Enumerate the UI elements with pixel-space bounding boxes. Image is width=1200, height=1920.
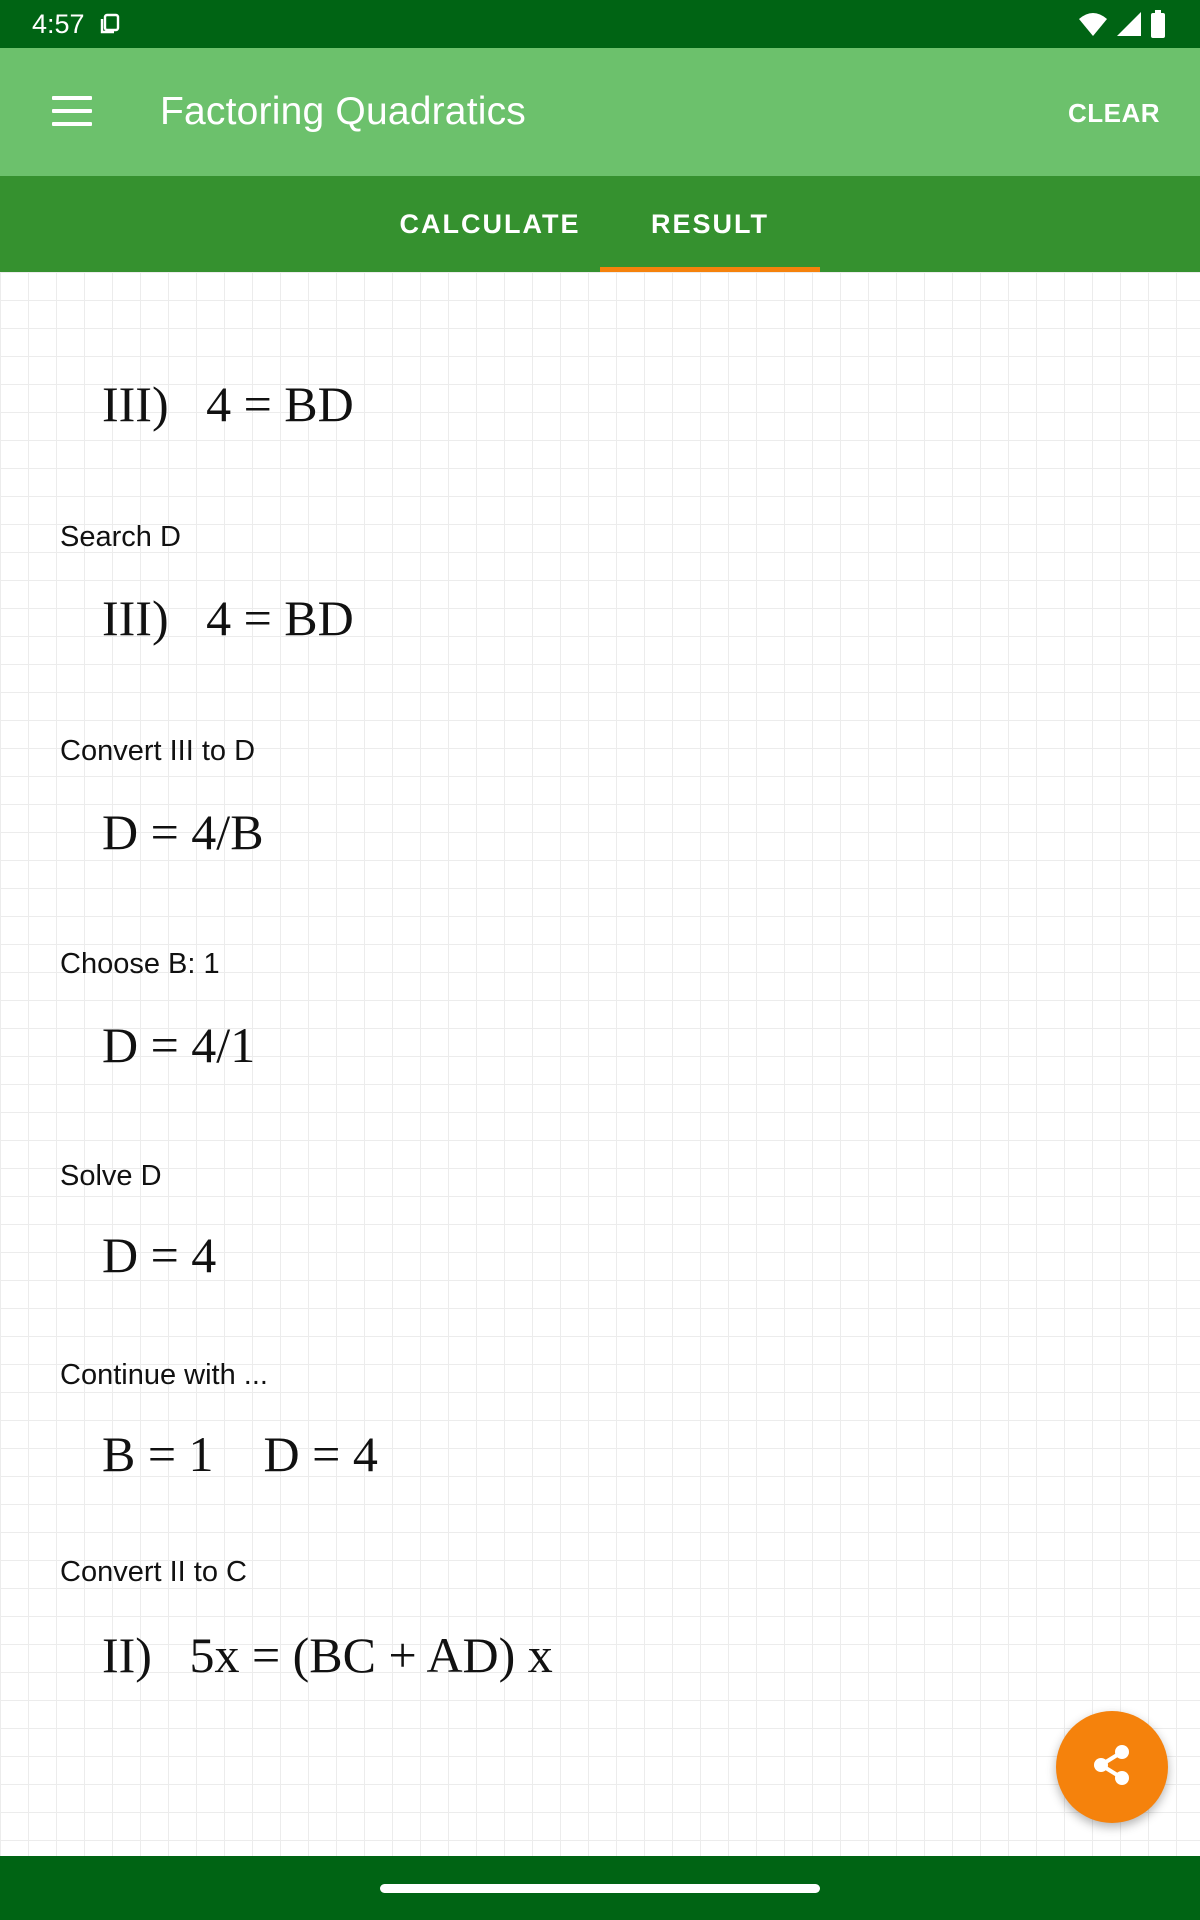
status-bar bbox=[0, 0, 1200, 48]
app-title: Factoring Quadratics bbox=[160, 90, 526, 133]
step-label: Solve D bbox=[60, 1160, 162, 1192]
hamburger-menu-icon[interactable] bbox=[52, 96, 92, 128]
status-time: 4:57 bbox=[32, 9, 85, 39]
step-label: Continue with ... bbox=[60, 1359, 268, 1391]
home-indicator[interactable] bbox=[380, 1884, 820, 1893]
step-math: B = 1 D = 4 bbox=[102, 1426, 378, 1482]
step-label: Search D bbox=[60, 521, 181, 553]
step-math: D = 4/1 bbox=[102, 1017, 256, 1073]
step-math: III) 4 = BD bbox=[102, 376, 354, 432]
result-content[interactable] bbox=[0, 272, 1200, 1856]
step-math: D = 4/B bbox=[102, 804, 264, 860]
step-label: Choose B: 1 bbox=[60, 948, 220, 980]
battery-icon bbox=[1150, 10, 1166, 43]
step-math: III) 4 = BD bbox=[102, 590, 354, 646]
navigation-bar bbox=[0, 1856, 1200, 1920]
app-bar bbox=[0, 48, 1200, 176]
step-math: II) 5x = (BC + AD) x bbox=[102, 1627, 553, 1683]
wifi-icon bbox=[1078, 11, 1108, 42]
step-label: Convert II to C bbox=[60, 1556, 247, 1588]
clear-button[interactable]: CLEAR bbox=[1067, 98, 1160, 128]
step-label: Convert III to D bbox=[60, 735, 256, 767]
status-icons bbox=[1078, 10, 1166, 43]
tab-result[interactable]: RESULT bbox=[651, 209, 769, 239]
step-math: D = 4 bbox=[102, 1227, 217, 1283]
tab-calculate[interactable]: CALCULATE bbox=[399, 209, 581, 239]
tab-bar bbox=[0, 176, 1200, 272]
share-button[interactable] bbox=[1056, 1711, 1168, 1823]
share-icon bbox=[1089, 1742, 1135, 1793]
screenshot-icon bbox=[98, 12, 122, 41]
signal-icon bbox=[1116, 11, 1142, 42]
